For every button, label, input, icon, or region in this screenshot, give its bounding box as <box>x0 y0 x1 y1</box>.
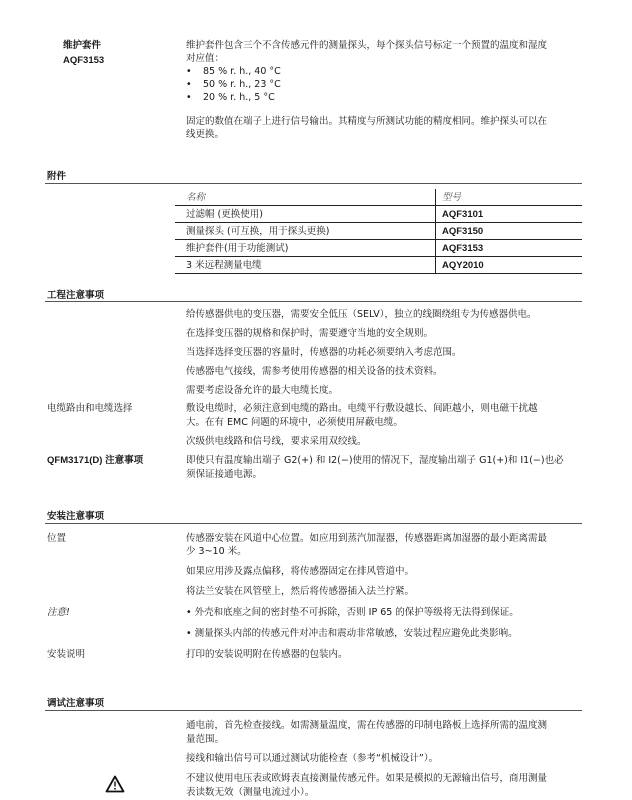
caution-item: • 测量探头内部的传感元件对冲击和震动非常敏感，安装过程应避免此类影响。 <box>186 628 518 639</box>
accessory-code: AQF3101 <box>436 206 583 223</box>
position-line4: 将法兰安装在风管壁上，然后将传感器插入法兰拧紧。 <box>186 586 415 597</box>
table-header-row <box>175 189 582 206</box>
cable-label: 电缆路由和电缆选择 <box>47 403 133 414</box>
position-line3: 如果应用涉及露点偏移，将传感器固定在排风管道中。 <box>186 566 415 577</box>
kit-value-item: • 85 % r. h., 40 °C <box>186 66 281 77</box>
accessory-name: 测量探头 (可互换，用于探头更换) <box>175 223 436 240</box>
accessory-name: 3 米远程测量电缆 <box>175 257 436 274</box>
accessory-name: 过滤帽 (更换使用) <box>175 206 436 223</box>
table-row <box>175 257 582 274</box>
accessories-table <box>175 189 582 274</box>
cable-line1: 敷设电缆时，必须注意到电缆的路由。电缆平行敷设越长、间距越小，则电磁干扰越 <box>186 403 538 414</box>
commissioning-heading: 调试注意事项 <box>47 698 105 709</box>
column-header-name: 名称 <box>175 189 436 206</box>
qfm-line2: 须保证接通电源。 <box>186 469 263 480</box>
qfm-label: QFM3171(D) 注意事项 <box>47 455 144 466</box>
warning-triangle-icon <box>105 775 125 793</box>
accessory-code: AQF3150 <box>436 223 583 240</box>
commissioning-line1a: 通电前，首先检查接线。如需测量温度，需在传感器的印制电路板上选择所需的温度测 <box>186 720 548 731</box>
engineering-line: 当选择选择变压器的容量时，传感器的功耗必须要纳入考虑范围。 <box>186 347 462 358</box>
commissioning-line3b: 表读数无效（测量电流过小）。 <box>186 787 315 798</box>
commissioning-line2: 接线和输出信号可以通过测试功能检查（参考“机械设计”）。 <box>186 753 439 764</box>
accessory-code: AQY2010 <box>436 257 583 274</box>
section-divider <box>45 301 582 302</box>
section-divider <box>45 183 582 184</box>
kit-value-item: • 50 % r. h., 23 °C <box>186 79 281 90</box>
kit-note-line1: 固定的数值在端子上进行信号输出。其精度与所测试功能的精度相同。维护探头可以在 <box>186 116 548 127</box>
engineering-line: 需要考虑设备允许的最大电缆长度。 <box>186 385 339 396</box>
cable-line2: 大。在有 EMC 问题的环境中，必须使用屏蔽电缆。 <box>186 417 403 428</box>
kit-intro-line2: 对应值： <box>186 53 225 64</box>
qfm-line1: 即使只有温度输出端子 G2(+) 和 I2(−)使用的情况下，湿度输出端子 G1(+)和 I1(−)也必 <box>186 455 564 466</box>
instructions-label: 安装说明 <box>47 649 86 660</box>
commissioning-line3a: 不建议使用电压表或欧姆表直接测量传感元件。如果是模拟的无源输出信号，商用测量 <box>186 773 548 784</box>
cable-line3: 次级供电线路和信号线，要求采用双绞线。 <box>186 436 367 447</box>
accessories-heading: 附件 <box>47 171 67 182</box>
accessory-name: 维护套件(用于功能测试) <box>175 240 436 257</box>
table-row <box>175 240 582 257</box>
position-line2: 少 3~10 米。 <box>186 546 247 557</box>
kit-value-item: • 20 % r. h., 5 °C <box>186 92 275 103</box>
kit-label: 维护套件 <box>63 40 102 51</box>
commissioning-line1b: 量范围。 <box>186 734 225 745</box>
installation-heading: 安装注意事项 <box>47 511 105 522</box>
table-row <box>175 223 582 240</box>
section-divider <box>45 523 582 524</box>
accessory-code: AQF3153 <box>436 240 583 257</box>
engineering-line: 传感器电气接线，需参考使用传感器的相关设备的技术资料。 <box>186 366 443 377</box>
caution-item: • 外壳和底座之间的密封垫不可拆除，否则 IP 65 的保护等级将无法得到保证。 <box>186 607 519 618</box>
kit-note-line2: 线更换。 <box>186 129 225 140</box>
instructions-text: 打印的安装说明附在传感器的包装内。 <box>186 649 348 660</box>
caution-label: 注意! <box>47 607 70 618</box>
kit-intro-line1: 维护套件包含三个不含传感元件的测量探头，每个探头信号标定一个预置的温度和湿度 <box>186 40 548 51</box>
table-row <box>175 206 582 223</box>
column-header-code: 型号 <box>436 189 583 206</box>
engineering-line: 给传感器供电的变压器，需要安全低压（SELV），独立的线圈绕组专为传感器供电。 <box>186 309 537 320</box>
engineering-line: 在选择变压器的规格和保护时，需要遵守当地的安全规则。 <box>186 328 434 339</box>
position-label: 位置 <box>47 533 67 544</box>
position-line1: 传感器安装在风道中心位置。如应用到蒸汽加湿器，传感器距离加湿器的最小距离需最 <box>186 533 548 544</box>
section-divider <box>45 710 582 711</box>
kit-code: AQF3153 <box>63 55 105 66</box>
engineering-heading: 工程注意事项 <box>47 290 105 301</box>
